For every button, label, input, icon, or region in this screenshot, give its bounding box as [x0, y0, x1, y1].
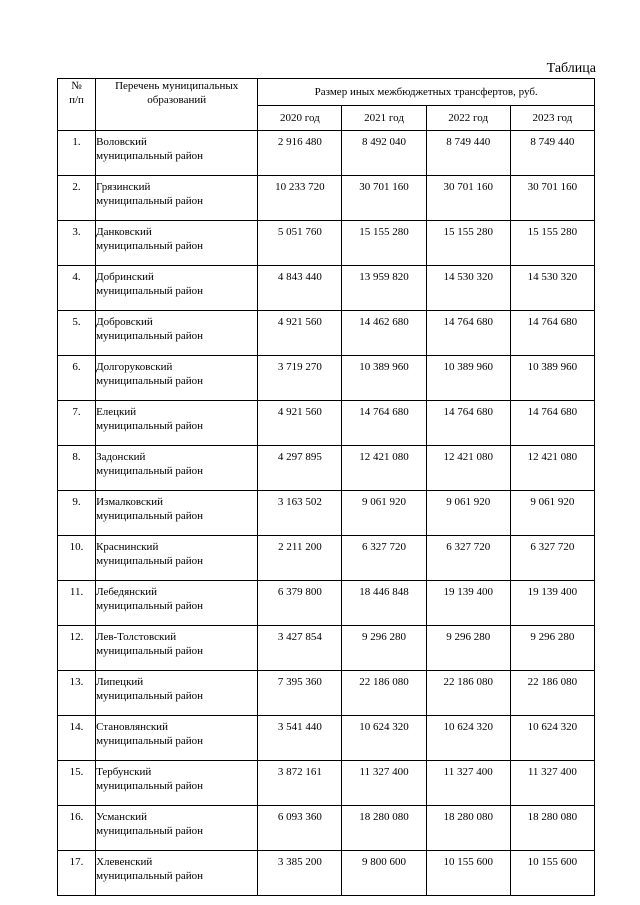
- table-row: [58, 761, 595, 806]
- row-number: 4.: [58, 266, 96, 311]
- transfer-amount: 3 719 270: [258, 356, 342, 401]
- row-number: 2.: [58, 176, 96, 221]
- row-number: 15.: [58, 761, 96, 806]
- transfer-amount: 10 155 600: [510, 851, 594, 896]
- table-row: [58, 131, 595, 176]
- row-number: 13.: [58, 671, 96, 716]
- table-row: [58, 266, 595, 311]
- table-row: [58, 851, 595, 896]
- municipality-name: Добринский муниципальный район: [96, 266, 258, 311]
- header-municipality-list: Перечень муниципальных образований: [96, 79, 258, 131]
- transfer-amount: 4 843 440: [258, 266, 342, 311]
- table-row: [58, 401, 595, 446]
- transfer-amount: 14 764 680: [510, 311, 594, 356]
- transfer-amount: 14 764 680: [510, 401, 594, 446]
- transfer-amount: 18 280 080: [426, 806, 510, 851]
- transfer-amount: 12 421 080: [342, 446, 426, 491]
- transfer-amount: 9 296 280: [426, 626, 510, 671]
- transfer-amount: 14 462 680: [342, 311, 426, 356]
- municipality-name: Задонский муниципальный район: [96, 446, 258, 491]
- transfer-amount: 10 389 960: [426, 356, 510, 401]
- transfer-amount: 14 764 680: [426, 401, 510, 446]
- transfer-amount: 11 327 400: [426, 761, 510, 806]
- table-row: [58, 716, 595, 761]
- transfer-amount: 19 139 400: [426, 581, 510, 626]
- transfer-amount: 3 872 161: [258, 761, 342, 806]
- transfer-amount: 30 701 160: [342, 176, 426, 221]
- transfer-amount: 2 211 200: [258, 536, 342, 581]
- municipality-name: Измалковский муниципальный район: [96, 491, 258, 536]
- transfer-amount: 15 155 280: [342, 221, 426, 266]
- transfer-amount: 18 446 848: [342, 581, 426, 626]
- header-year: 2021 год: [342, 106, 426, 131]
- header-year: 2023 год: [510, 106, 594, 131]
- municipality-name: Данковский муниципальный район: [96, 221, 258, 266]
- municipality-name: Тербунский муниципальный район: [96, 761, 258, 806]
- transfer-amount: 13 959 820: [342, 266, 426, 311]
- row-number: 9.: [58, 491, 96, 536]
- transfer-amount: 9 061 920: [342, 491, 426, 536]
- row-number: 1.: [58, 131, 96, 176]
- transfer-amount: 9 061 920: [426, 491, 510, 536]
- transfer-amount: 14 530 320: [426, 266, 510, 311]
- transfer-amount: 4 921 560: [258, 311, 342, 356]
- table-row: [58, 491, 595, 536]
- row-number: 7.: [58, 401, 96, 446]
- header-transfer-size: Размер иных межбюджетных трансфертов, руб.: [258, 79, 595, 106]
- transfer-amount: 2 916 480: [258, 131, 342, 176]
- transfer-amount: 6 327 720: [342, 536, 426, 581]
- transfer-amount: 3 163 502: [258, 491, 342, 536]
- transfer-amount: 10 389 960: [510, 356, 594, 401]
- municipality-name: Лебедянский муниципальный район: [96, 581, 258, 626]
- transfer-amount: 6 327 720: [510, 536, 594, 581]
- municipality-name: Грязинский муниципальный район: [96, 176, 258, 221]
- municipality-name: Долгоруковский муниципальный район: [96, 356, 258, 401]
- row-number: 17.: [58, 851, 96, 896]
- table-row: [58, 671, 595, 716]
- transfer-amount: 4 297 895: [258, 446, 342, 491]
- transfers-table: [57, 78, 595, 896]
- header-year: 2020 год: [258, 106, 342, 131]
- row-number: 10.: [58, 536, 96, 581]
- transfer-amount: 3 541 440: [258, 716, 342, 761]
- transfer-amount: 9 296 280: [342, 626, 426, 671]
- transfer-amount: 10 233 720: [258, 176, 342, 221]
- transfer-amount: 4 921 560: [258, 401, 342, 446]
- transfer-amount: 8 749 440: [510, 131, 594, 176]
- municipality-name: Усманский муниципальный район: [96, 806, 258, 851]
- transfer-amount: 10 624 320: [426, 716, 510, 761]
- transfer-amount: 19 139 400: [510, 581, 594, 626]
- transfer-amount: 8 492 040: [342, 131, 426, 176]
- transfer-amount: 6 379 800: [258, 581, 342, 626]
- header-year: 2022 год: [426, 106, 510, 131]
- table-row: [58, 311, 595, 356]
- transfer-amount: 14 764 680: [342, 401, 426, 446]
- transfer-amount: 18 280 080: [342, 806, 426, 851]
- transfer-amount: 18 280 080: [510, 806, 594, 851]
- municipality-name: Добровский муниципальный район: [96, 311, 258, 356]
- table-row: [58, 581, 595, 626]
- transfer-amount: 22 186 080: [426, 671, 510, 716]
- municipality-name: Воловский муниципальный район: [96, 131, 258, 176]
- row-number: 12.: [58, 626, 96, 671]
- municipality-name: Лев-Толстовский муниципальный район: [96, 626, 258, 671]
- municipality-name: Липецкий муниципальный район: [96, 671, 258, 716]
- table-row: [58, 806, 595, 851]
- transfer-amount: 10 624 320: [342, 716, 426, 761]
- transfer-amount: 3 385 200: [258, 851, 342, 896]
- transfer-amount: 5 051 760: [258, 221, 342, 266]
- transfer-amount: 6 093 360: [258, 806, 342, 851]
- table-row: [58, 626, 595, 671]
- transfer-amount: 9 800 600: [342, 851, 426, 896]
- transfer-amount: 22 186 080: [342, 671, 426, 716]
- municipality-name: Становлянский муниципальный район: [96, 716, 258, 761]
- transfer-amount: 14 530 320: [510, 266, 594, 311]
- table-row: [58, 176, 595, 221]
- municipality-name: Хлевенский муниципальный район: [96, 851, 258, 896]
- row-number: 11.: [58, 581, 96, 626]
- row-number: 16.: [58, 806, 96, 851]
- transfer-amount: 22 186 080: [510, 671, 594, 716]
- transfer-amount: 9 296 280: [510, 626, 594, 671]
- row-number: 5.: [58, 311, 96, 356]
- transfer-amount: 30 701 160: [510, 176, 594, 221]
- transfer-amount: 12 421 080: [510, 446, 594, 491]
- transfer-amount: 6 327 720: [426, 536, 510, 581]
- table-row: [58, 221, 595, 266]
- row-number: 8.: [58, 446, 96, 491]
- transfer-amount: 10 624 320: [510, 716, 594, 761]
- transfer-amount: 9 061 920: [510, 491, 594, 536]
- transfer-amount: 11 327 400: [342, 761, 426, 806]
- row-number: 14.: [58, 716, 96, 761]
- transfer-amount: 15 155 280: [426, 221, 510, 266]
- table-body: [58, 131, 595, 896]
- table-row: [58, 356, 595, 401]
- header-number: № п/п: [58, 79, 96, 131]
- transfer-amount: 30 701 160: [426, 176, 510, 221]
- municipality-name: Краснинский муниципальный район: [96, 536, 258, 581]
- transfer-amount: 15 155 280: [510, 221, 594, 266]
- table-row: [58, 536, 595, 581]
- transfer-amount: 11 327 400: [510, 761, 594, 806]
- transfer-amount: 8 749 440: [426, 131, 510, 176]
- transfer-amount: 7 395 360: [258, 671, 342, 716]
- transfer-amount: 10 389 960: [342, 356, 426, 401]
- row-number: 6.: [58, 356, 96, 401]
- row-number: 3.: [58, 221, 96, 266]
- transfer-amount: 14 764 680: [426, 311, 510, 356]
- municipality-name: Елецкий муниципальный район: [96, 401, 258, 446]
- table-row: [58, 446, 595, 491]
- transfer-amount: 3 427 854: [258, 626, 342, 671]
- transfer-amount: 10 155 600: [426, 851, 510, 896]
- transfer-amount: 12 421 080: [426, 446, 510, 491]
- table-caption: Таблица: [546, 61, 596, 76]
